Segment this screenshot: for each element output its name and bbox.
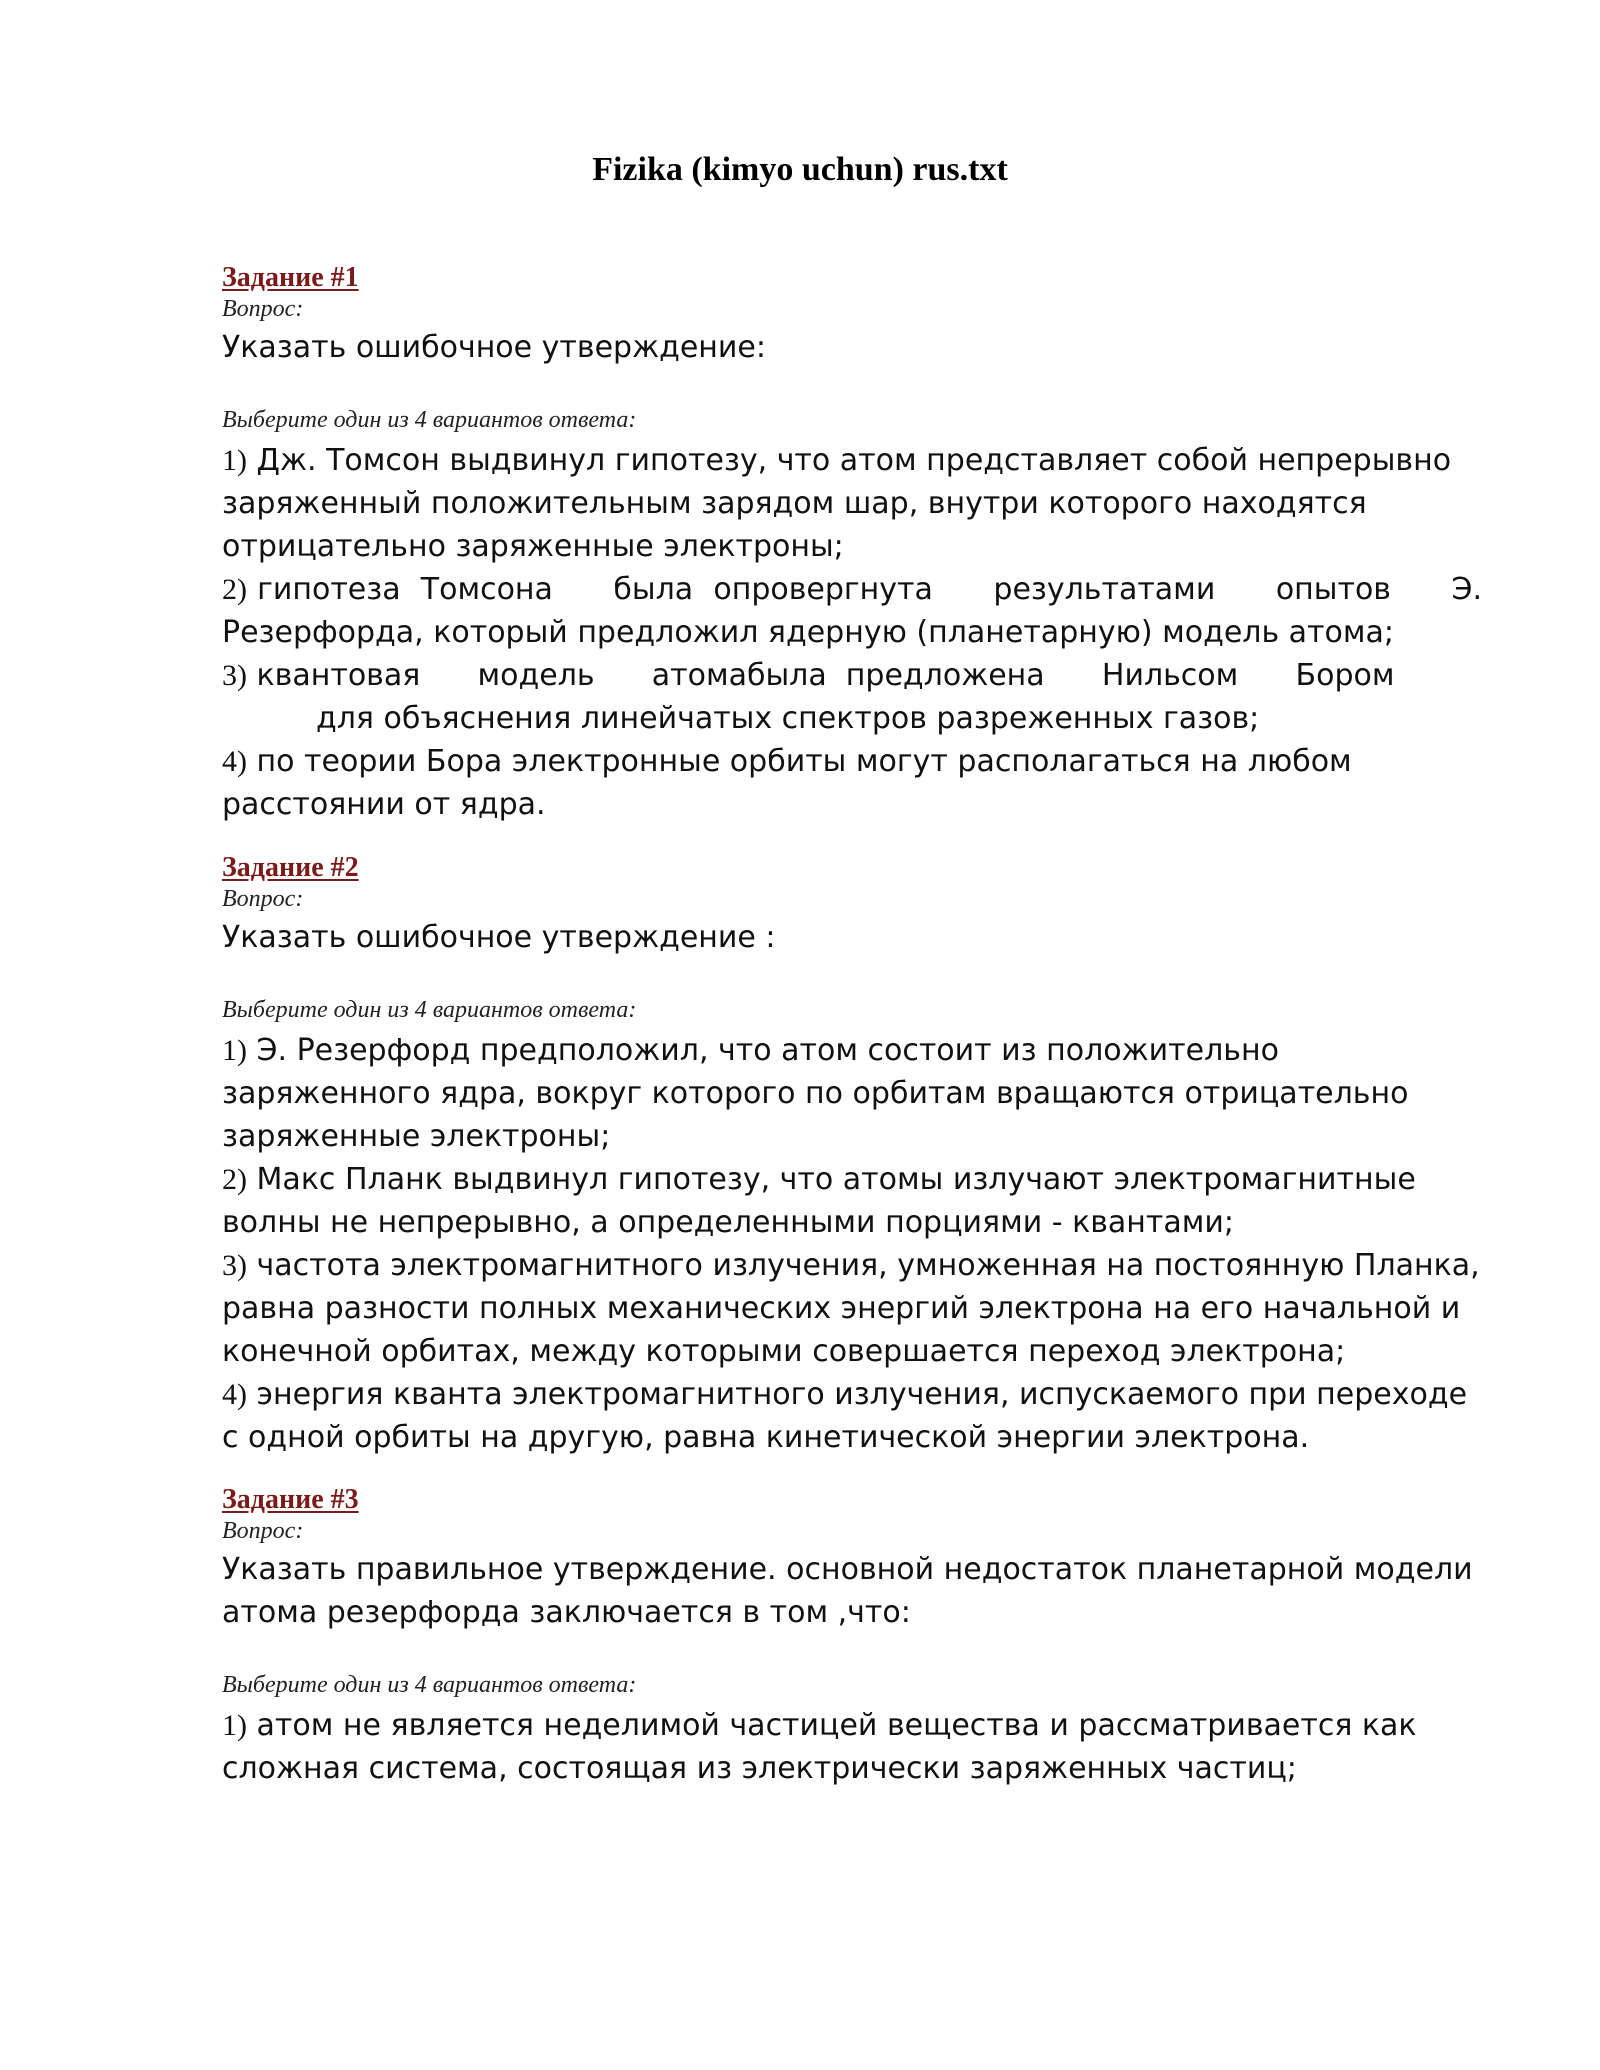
option-2	[222, 1158, 1482, 1244]
options-list	[222, 1704, 1482, 1790]
option-text: атом не является неделимой частицей вещества и рассматривается как сложная система, состоящая из электрически заряженных частиц;	[222, 1708, 1417, 1786]
option-number: 4)	[222, 745, 247, 778]
option-number: 2)	[222, 573, 247, 606]
option-text-line-2: для объяснения линейчатых спектров разреженных газов;	[316, 701, 1260, 736]
option-3	[222, 1244, 1482, 1373]
task-heading: Задание #2	[222, 852, 359, 883]
question-text: Указать ошибочное утверждение :	[222, 920, 776, 955]
option-1	[222, 439, 1482, 568]
option-number: 2)	[222, 1163, 247, 1196]
option-1	[222, 1029, 1482, 1158]
option-text: частота электромагнитного излучения, умноженная на постоянную Планка, равна разности полных механических энергий электрона на его начальной и конечной орбитах, между которыми совершается переход электрона;	[222, 1248, 1480, 1369]
option-3	[222, 654, 1482, 740]
option-2	[222, 568, 1482, 654]
option-line	[222, 568, 1482, 611]
option-number: 4)	[222, 1378, 247, 1411]
option-number: 1)	[222, 1034, 247, 1067]
option-number: 3)	[222, 1249, 247, 1282]
option-text-line-1: гипотеза Томсона была опровергнута результатами опытов Э.	[257, 572, 1482, 607]
choose-label: Выберите один из 4 вариантов ответа:	[222, 407, 637, 433]
option-4	[222, 1373, 1482, 1459]
question-text: Указать правильное утверждение. основной недостаток планетарной модели атома резерфорда заключается в том ,что:	[222, 1552, 1473, 1630]
option-text: энергия кванта электромагнитного излучения, испускаемого при переходе с одной орбиты на другую, равна кинетической энергии электрона.	[222, 1377, 1468, 1455]
task-heading: Задание #1	[222, 262, 359, 293]
choose-label: Выберите один из 4 вариантов ответа:	[222, 1672, 637, 1698]
option-number: 1)	[222, 1709, 247, 1742]
question-label: Вопрос:	[222, 1518, 304, 1544]
task-heading: Задание #3	[222, 1484, 359, 1515]
task-1	[222, 262, 1482, 826]
task-3	[222, 1484, 1482, 1790]
option-number: 3)	[222, 659, 247, 692]
question-text: Указать ошибочное утверждение:	[222, 330, 766, 365]
option-text: Макс Планк выдвинул гипотезу, что атомы излучают электромагнитные волны не непрерывно, а определенными порциями - квантами;	[222, 1162, 1416, 1240]
document-title: Fizika (kimyo uchun) rus.txt	[592, 151, 1008, 188]
question-label: Вопрос:	[222, 886, 304, 912]
option-text: по теории Бора электронные орбиты могут располагаться на любом расстоянии от ядра.	[222, 744, 1352, 822]
option-1	[222, 1704, 1482, 1790]
option-text-line-2: Резерфорда, который предложил ядерную (планетарную) модель атома;	[222, 615, 1395, 650]
option-text: Э. Резерфорд предположил, что атом состоит из положительно заряженного ядра, вокруг которого по орбитам вращаются отрицательно заряженные электроны;	[222, 1033, 1409, 1154]
option-text: Дж. Томсон выдвинул гипотезу, что атом представляет собой непрерывно заряженный положительным зарядом шар, внутри которого находятся отрицательно заряженные электроны;	[222, 443, 1452, 564]
option-number: 1)	[222, 444, 247, 477]
options-list	[222, 1029, 1482, 1459]
task-2	[222, 852, 1482, 1459]
option-4	[222, 740, 1482, 826]
question-label: Вопрос:	[222, 296, 304, 322]
options-list	[222, 439, 1482, 826]
option-line	[222, 654, 1450, 697]
choose-label: Выберите один из 4 вариантов ответа:	[222, 997, 637, 1023]
option-text-line-1: квантовая модель атомабыла предложена Нильсом Бором	[256, 658, 1395, 693]
